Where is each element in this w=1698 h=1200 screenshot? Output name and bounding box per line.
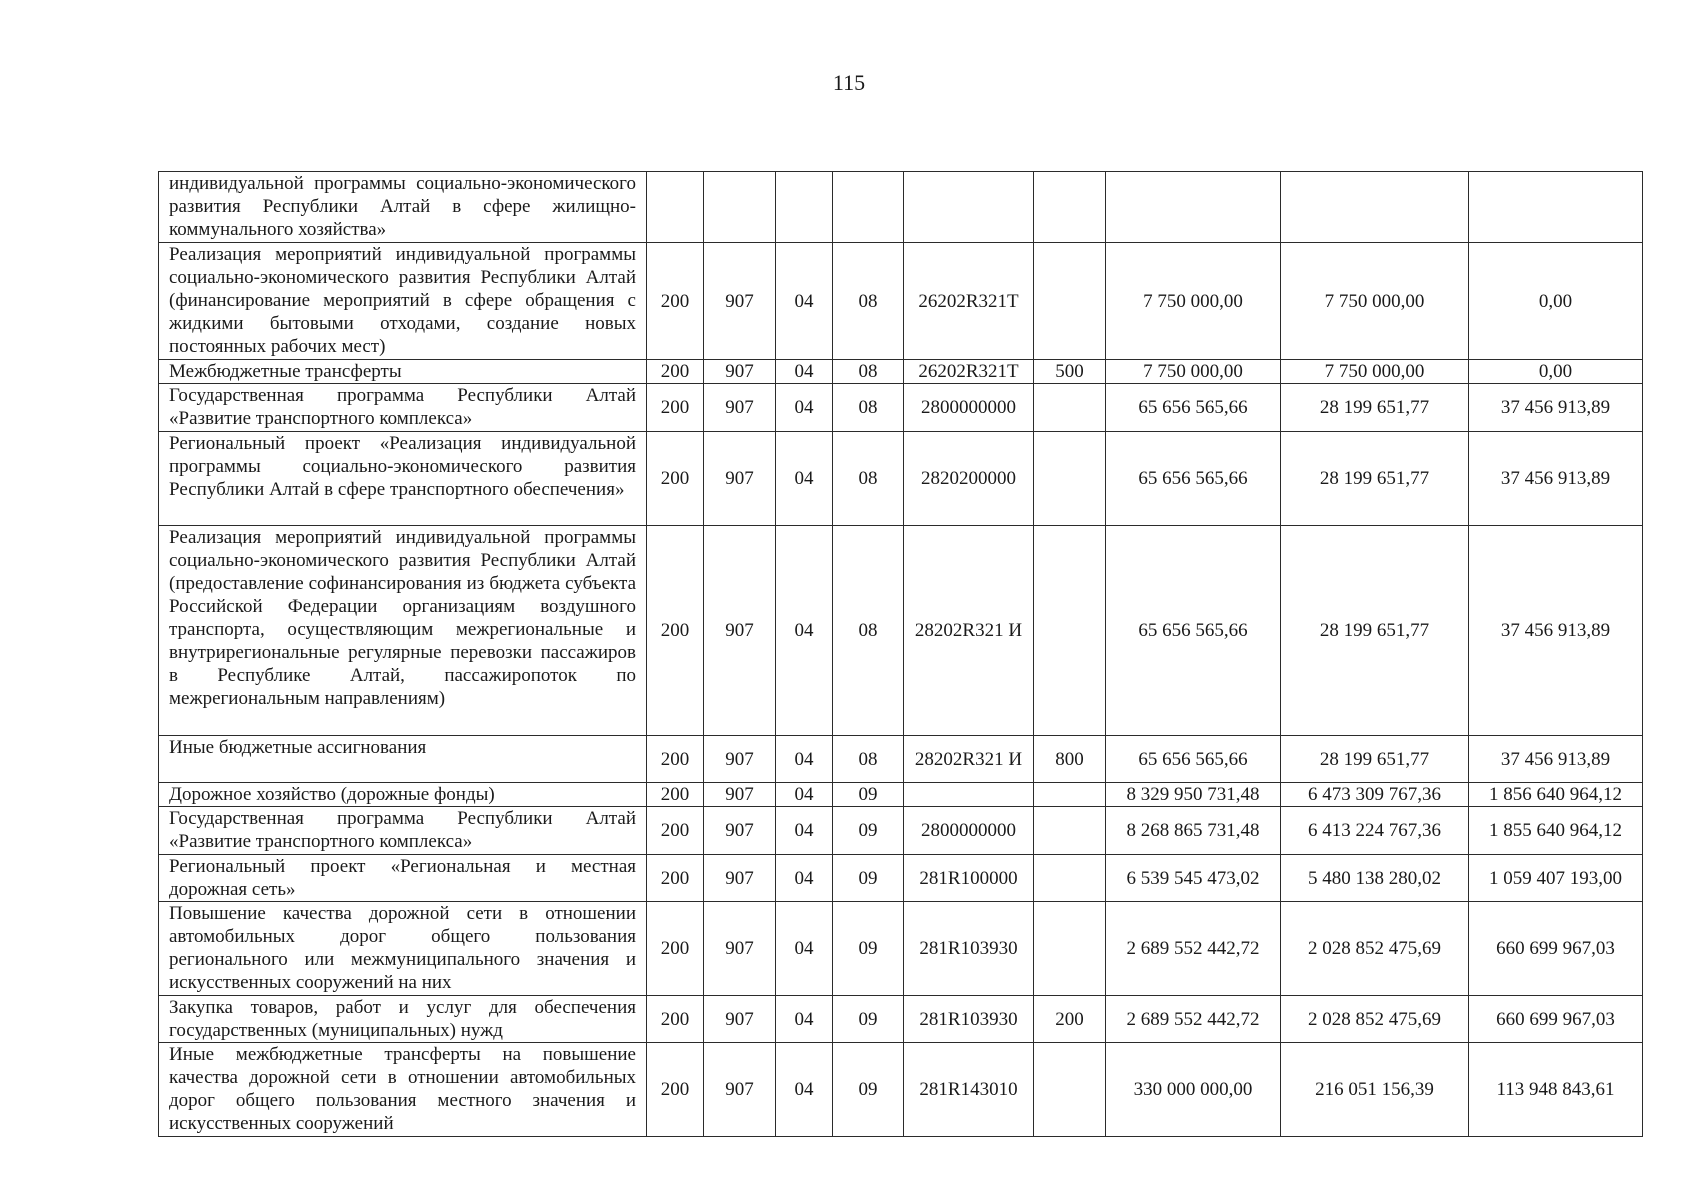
cell-target-article: 281R103930 [904,902,1034,996]
cell-expense-type [1034,526,1106,736]
cell-amount-1: 6 539 545 473,02 [1106,855,1281,902]
cell-amount-2: 7 750 000,00 [1281,243,1469,360]
cell-code-4: 09 [833,783,904,807]
cell-expense-type [1034,432,1106,526]
row-description: Закупка товаров, работ и услуг для обеспечения государственных (муниципальных) нужд [159,996,647,1043]
cell-expense-type: 500 [1034,360,1106,384]
row-description: Повышение качества дорожной сети в отношении автомобильных дорог общего пользования регионального или межмуниципального значения и искусственных сооружений на них [159,902,647,996]
cell-expense-type [1034,902,1106,996]
cell-code-2: 907 [704,526,776,736]
cell-amount-3 [1469,172,1643,243]
cell-code-4: 09 [833,807,904,855]
cell-amount-1: 65 656 565,66 [1106,432,1281,526]
cell-target-article: 2820200000 [904,432,1034,526]
cell-amount-1: 65 656 565,66 [1106,736,1281,783]
cell-code-1: 200 [647,1043,704,1137]
cell-code-2: 907 [704,384,776,432]
row-description: Региональный проект «Реализация индивидуальной программы социально-экономического развития Республики Алтай в сфере транспортного обеспечения» [159,432,647,526]
cell-code-2: 907 [704,902,776,996]
cell-amount-3: 660 699 967,03 [1469,902,1643,996]
cell-target-article: 281R143010 [904,1043,1034,1137]
cell-target-article: 2800000000 [904,384,1034,432]
row-description: Государственная программа Республики Алтай «Развитие транспортного комплекса» [159,807,647,855]
row-description: Реализация мероприятий индивидуальной программы социально-экономического развития Республики Алтай (финансирование мероприятий в сфере обращения с жидкими бытовыми отходами, создание новых постоянных рабочих мест) [159,243,647,360]
cell-amount-3: 37 456 913,89 [1469,526,1643,736]
cell-code-3: 04 [776,526,833,736]
cell-amount-3: 0,00 [1469,360,1643,384]
cell-amount-2: 6 473 309 767,36 [1281,783,1469,807]
row-description: индивидуальной программы социально-экономического развития Республики Алтай в сфере жилищно-коммунального хозяйства» [159,172,647,243]
cell-amount-3: 113 948 843,61 [1469,1043,1643,1137]
table-row [159,902,1643,996]
cell-code-2: 907 [704,243,776,360]
table-row [159,783,1643,807]
cell-code-2: 907 [704,432,776,526]
cell-expense-type [1034,855,1106,902]
cell-code-3: 04 [776,855,833,902]
cell-expense-type [1034,783,1106,807]
row-description: Реализация мероприятий индивидуальной программы социально-экономического развития Республики Алтай (предоставление софинансирования из бюджета субъекта Российской Федерации организациям воздушного транспорта, осуществляющим межрегиональные и внутрирегиональные регулярные перевозки пассажиров в Республике Алтай, пассажиропоток по межрегиональным направлениям) [159,526,647,736]
cell-code-3: 04 [776,902,833,996]
cell-code-3: 04 [776,432,833,526]
cell-amount-1: 2 689 552 442,72 [1106,902,1281,996]
table-row [159,172,1643,243]
cell-code-1: 200 [647,736,704,783]
row-description: Дорожное хозяйство (дорожные фонды) [159,783,647,807]
table-row [159,526,1643,736]
cell-amount-1 [1106,172,1281,243]
table-row [159,432,1643,526]
cell-amount-3: 0,00 [1469,243,1643,360]
cell-code-1: 200 [647,360,704,384]
page-number: 115 [832,70,866,95]
cell-amount-1: 65 656 565,66 [1106,526,1281,736]
cell-code-2 [704,172,776,243]
cell-code-1: 200 [647,432,704,526]
cell-code-4: 08 [833,360,904,384]
cell-target-article: 2800000000 [904,807,1034,855]
cell-amount-2: 6 413 224 767,36 [1281,807,1469,855]
cell-code-4: 08 [833,243,904,360]
cell-code-3: 04 [776,807,833,855]
cell-expense-type [1034,1043,1106,1137]
cell-amount-3: 1 855 640 964,12 [1469,807,1643,855]
table-row [159,243,1643,360]
cell-code-1: 200 [647,807,704,855]
cell-amount-2: 28 199 651,77 [1281,432,1469,526]
cell-amount-1: 7 750 000,00 [1106,360,1281,384]
cell-code-4: 08 [833,432,904,526]
table-row [159,807,1643,855]
table-row [159,384,1643,432]
row-description: Государственная программа Республики Алтай «Развитие транспортного комплекса» [159,384,647,432]
cell-code-1: 200 [647,996,704,1043]
cell-code-4: 09 [833,902,904,996]
cell-amount-2 [1281,172,1469,243]
table-row [159,736,1643,783]
cell-code-3: 04 [776,736,833,783]
row-description: Межбюджетные трансферты [159,360,647,384]
cell-code-1: 200 [647,902,704,996]
row-description: Региональный проект «Региональная и местная дорожная сеть» [159,855,647,902]
cell-code-1: 200 [647,243,704,360]
cell-target-article: 26202R321Т [904,360,1034,384]
cell-target-article [904,172,1034,243]
cell-code-1: 200 [647,855,704,902]
cell-amount-3: 37 456 913,89 [1469,736,1643,783]
row-description: Иные межбюджетные трансферты на повышение качества дорожной сети в отношении автомобильных дорог общего пользования местного значения и искусственных сооружений [159,1043,647,1137]
cell-amount-1: 8 329 950 731,48 [1106,783,1281,807]
cell-amount-3: 1 059 407 193,00 [1469,855,1643,902]
cell-amount-2: 216 051 156,39 [1281,1043,1469,1137]
cell-code-2: 907 [704,1043,776,1137]
cell-code-4: 09 [833,1043,904,1137]
cell-amount-1: 65 656 565,66 [1106,384,1281,432]
cell-code-4: 09 [833,996,904,1043]
cell-target-article: 28202R321 И [904,736,1034,783]
cell-code-1: 200 [647,526,704,736]
cell-expense-type [1034,243,1106,360]
cell-code-3: 04 [776,360,833,384]
cell-amount-3: 37 456 913,89 [1469,432,1643,526]
cell-code-2: 907 [704,783,776,807]
cell-code-3: 04 [776,1043,833,1137]
cell-amount-1: 2 689 552 442,72 [1106,996,1281,1043]
row-description: Иные бюджетные ассигнования [159,736,647,783]
cell-code-2: 907 [704,736,776,783]
cell-target-article: 28202R321 И [904,526,1034,736]
cell-code-3: 04 [776,996,833,1043]
cell-amount-2: 28 199 651,77 [1281,526,1469,736]
cell-code-2: 907 [704,807,776,855]
cell-expense-type: 800 [1034,736,1106,783]
cell-code-4: 08 [833,526,904,736]
cell-code-1: 200 [647,384,704,432]
table-row [159,996,1643,1043]
cell-target-article: 26202R321Т [904,243,1034,360]
cell-expense-type [1034,807,1106,855]
cell-amount-1: 330 000 000,00 [1106,1043,1281,1137]
cell-expense-type: 200 [1034,996,1106,1043]
cell-amount-2: 5 480 138 280,02 [1281,855,1469,902]
cell-amount-3: 1 856 640 964,12 [1469,783,1643,807]
cell-code-4: 08 [833,736,904,783]
cell-expense-type [1034,384,1106,432]
table-row [159,360,1643,384]
cell-code-2: 907 [704,360,776,384]
cell-amount-1: 7 750 000,00 [1106,243,1281,360]
cell-amount-2: 28 199 651,77 [1281,384,1469,432]
table-row [159,1043,1643,1137]
cell-amount-2: 28 199 651,77 [1281,736,1469,783]
cell-code-3 [776,172,833,243]
cell-code-4: 09 [833,855,904,902]
cell-code-3: 04 [776,243,833,360]
cell-code-1: 200 [647,783,704,807]
cell-target-article [904,783,1034,807]
cell-amount-2: 7 750 000,00 [1281,360,1469,384]
cell-amount-3: 37 456 913,89 [1469,384,1643,432]
cell-code-3: 04 [776,384,833,432]
cell-code-2: 907 [704,855,776,902]
cell-code-4: 08 [833,384,904,432]
cell-code-1 [647,172,704,243]
cell-amount-2: 2 028 852 475,69 [1281,996,1469,1043]
cell-amount-3: 660 699 967,03 [1469,996,1643,1043]
cell-target-article: 281R100000 [904,855,1034,902]
cell-target-article: 281R103930 [904,996,1034,1043]
cell-expense-type [1034,172,1106,243]
table-row [159,855,1643,902]
budget-table [158,171,1643,1137]
cell-code-4 [833,172,904,243]
cell-code-2: 907 [704,996,776,1043]
cell-amount-2: 2 028 852 475,69 [1281,902,1469,996]
cell-code-3: 04 [776,783,833,807]
cell-amount-1: 8 268 865 731,48 [1106,807,1281,855]
